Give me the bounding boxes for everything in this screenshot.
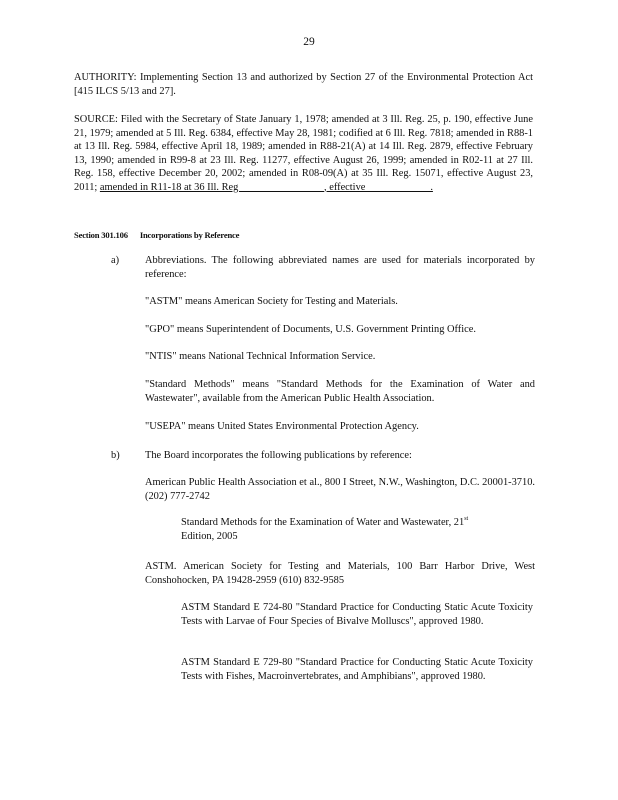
- authority-note: [74, 71, 533, 98]
- gpo-definition: "GPO" means Superintendent of Documents, U.S. Government Printing Office.: [145, 324, 476, 335]
- authority-text: AUTHORITY: Implementing Section 13 and authorized by Section 27 of the Environmental Protection Act [415 ILCS 5/13 and 27].: [74, 72, 533, 97]
- section-title: Incorporations by Reference: [139, 230, 240, 240]
- source-amended-text: amended in R11-18 at 36 Ill. Reg ________________, effective ____________.: [99, 181, 433, 193]
- section-heading: [74, 229, 251, 243]
- astm-e724: ASTM Standard E 724-80 "Standard Practice for Conducting Static Acute Toxicity Tests with Larvae of Four Species of Bivalve Molluscs", approved 1980.: [181, 602, 533, 627]
- apha-address: American Public Health Association et al., 800 I Street, N.W., Washington, D.C. 20001-3710. (202) 777-2742: [145, 477, 535, 502]
- sm-edition-text: Standard Methods for the Examination of Water and Wastewater, 21: [181, 517, 465, 528]
- source-note: [74, 113, 533, 194]
- section-number: Section 301.106: [74, 230, 128, 240]
- sm-edition-sup: st: [464, 516, 469, 522]
- item-b-label: b): [111, 450, 120, 461]
- standard-methods-definition: "Standard Methods" means "Standard Methods for the Examination of Water and Wastewater", available from the American Public Health Association.: [145, 379, 535, 404]
- sm-edition-tail: Edition, 2005: [181, 530, 238, 542]
- page-number: 29: [303, 36, 315, 48]
- astm-definition: "ASTM" means American Society for Testing and Materials.: [145, 296, 398, 307]
- abbreviations-intro: Abbreviations. The following abbreviated names are used for materials incorporated by reference:: [145, 255, 535, 280]
- source-paragraph: [74, 113, 533, 194]
- ntis-definition: "NTIS" means National Technical Information Service.: [145, 351, 376, 362]
- standard-methods-edition: [181, 516, 533, 543]
- incorporations-intro: The Board incorporates the following publications by reference:: [145, 450, 412, 461]
- item-a-label: a): [111, 255, 120, 266]
- astm-address: ASTM. American Society for Testing and Materials, 100 Barr Harbor Drive, West Conshohocken, PA 19428-2959 (610) 832-9585: [145, 561, 535, 586]
- usepa-definition: "USEPA" means United States Environmental Protection Agency.: [145, 421, 419, 432]
- astm-e729: ASTM Standard E 729-80 "Standard Practice for Conducting Static Acute Toxicity Tests with Fishes, Macroinvertebrates, and Amphibians", approved 1980.: [181, 657, 533, 682]
- source-text: SOURCE: Filed with the Secretary of State January 1, 1978; amended at 3 Ill. Reg. 25, p. 190, effective June 21, 1979; amended at 5 Ill. Reg. 6384, effective May 28, 1981; codified at 6 Ill. Reg. 7818; amended in R88-1 at 13 Ill. Reg. 5984, effective April 18, 1989; amended in R88-21(A) at 14 Ill. Reg. 2879, effective February 13, 1990; amended in R99-8 at 23 Ill. Reg. 11277, effective August 26, 1999; amended in R02-11 at 27 Ill. Reg. 158, effective December 20, 2002; amended in R08-09(A) at 35 Ill. Reg. 15071, effective August 23, 2011;: [74, 114, 533, 193]
